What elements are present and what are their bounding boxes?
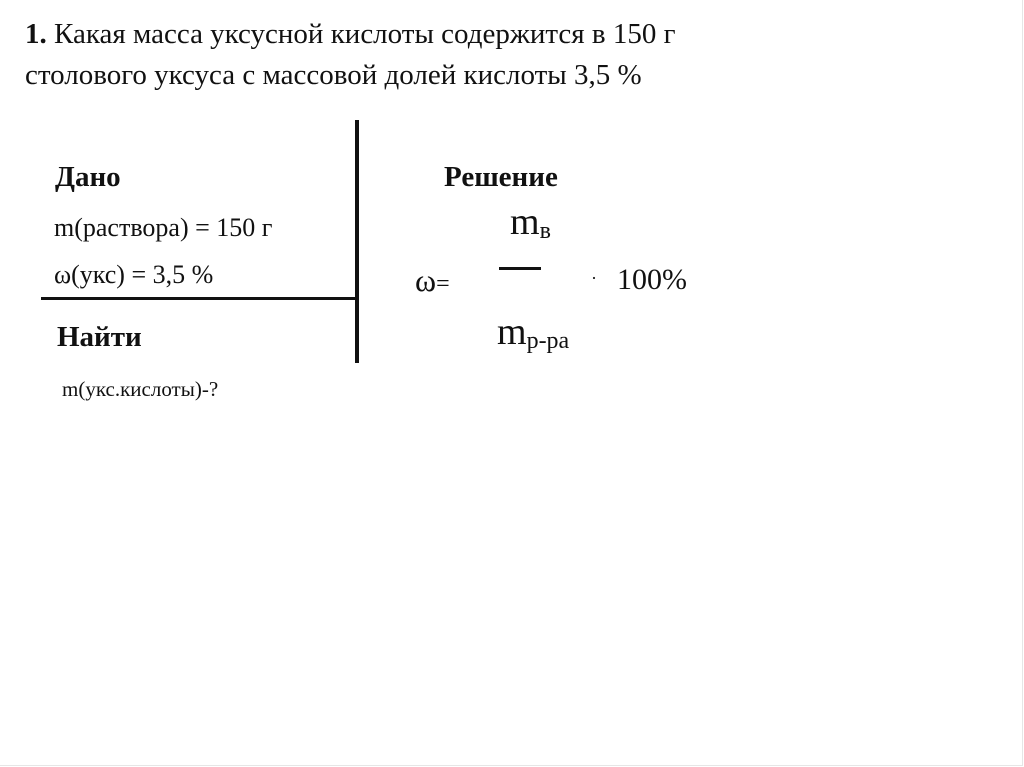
- given-mass-fraction: ω(укс) = 3,5 %: [54, 260, 214, 289]
- denominator-subscript: р-ра: [526, 328, 570, 354]
- equals-sign: =: [436, 271, 450, 297]
- omega-symbol: ω: [415, 262, 437, 298]
- formula-denominator: [497, 310, 569, 363]
- find-item: m(укс.кислоты)-?: [62, 377, 219, 401]
- numerator-main: m: [510, 201, 540, 243]
- fraction-bar: [499, 267, 541, 270]
- problem-statement: [25, 14, 925, 96]
- vertical-divider: [355, 120, 359, 363]
- problem-text-line2: столового уксуса с массовой долей кислоты 3,5 %: [25, 59, 642, 91]
- solution-heading: Решение: [444, 161, 558, 193]
- multiply-dot: ·: [591, 268, 597, 288]
- numerator-subscript: в: [539, 218, 551, 244]
- denominator-main: m: [497, 311, 527, 353]
- given-mass-solution: m(раствора) = 150 г: [54, 213, 273, 242]
- formula-numerator: [510, 200, 551, 253]
- problem-text-line1: Какая масса уксусной кислоты содержится в 150 г: [54, 18, 676, 50]
- find-heading: Найти: [57, 321, 142, 353]
- given-heading: Дано: [55, 161, 121, 193]
- formula-omega: [415, 262, 450, 302]
- horizontal-divider: [41, 297, 359, 300]
- problem-number: 1.: [25, 18, 47, 50]
- percent-factor: 100%: [617, 263, 687, 296]
